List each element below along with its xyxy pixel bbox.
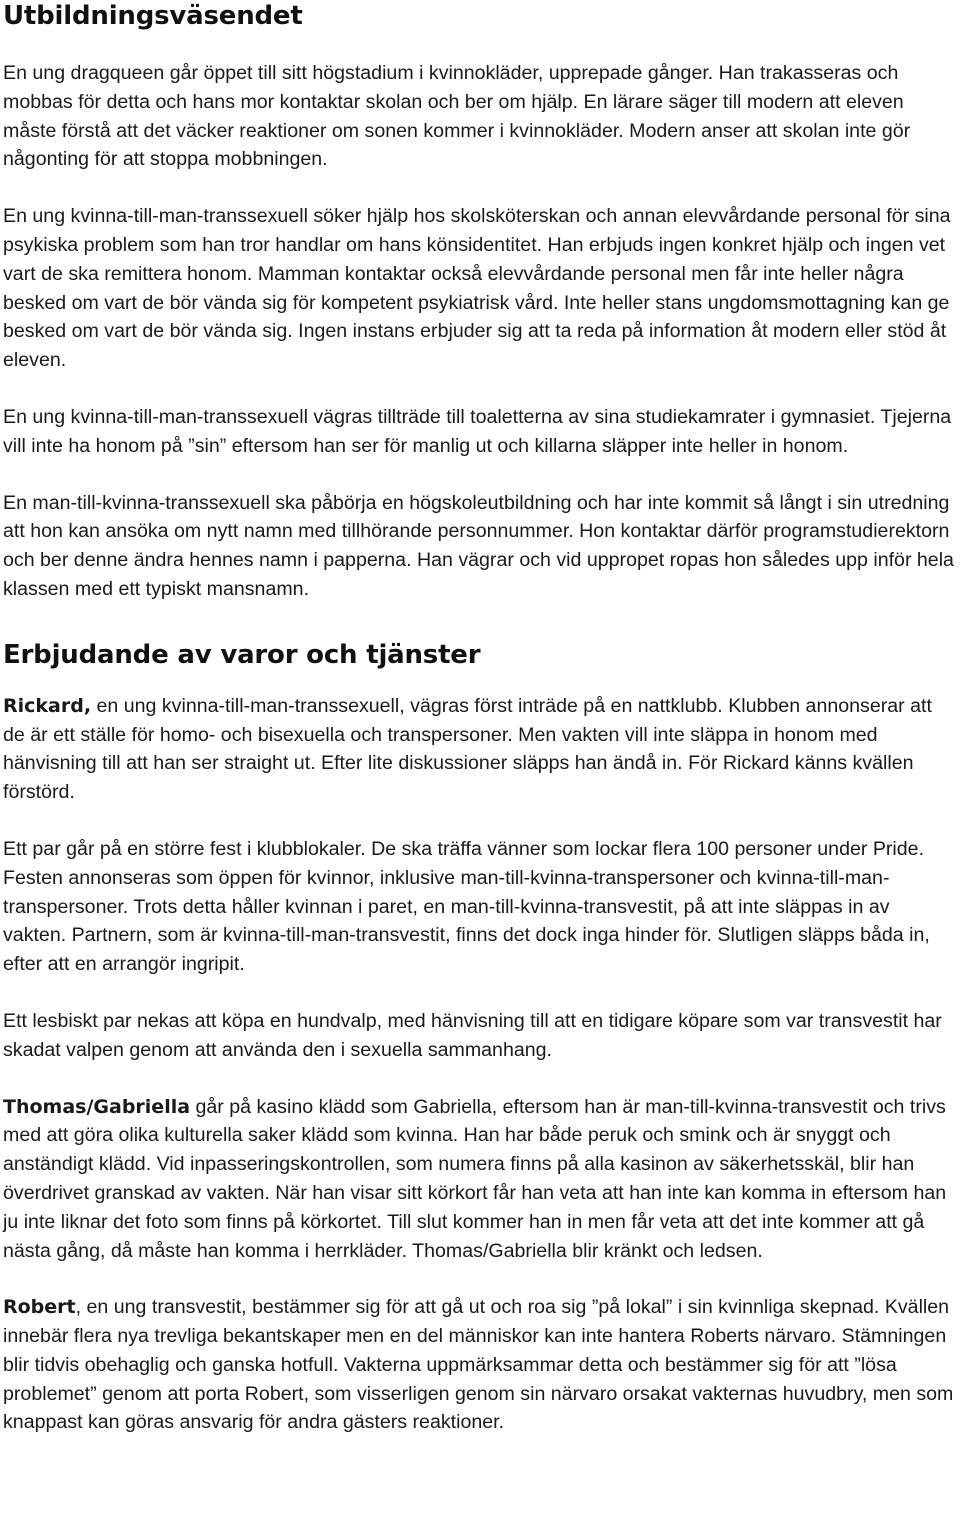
paragraph-party: [3, 835, 957, 979]
paragraph-text: en ung kvinna-till-man-transsexuell, vägras först inträde på en nattklubb. Klubben annonserar att de är ett ställe för homo- och bisexuella och transpersoner. Men vakten vill inte släppa in honom med hänvisning till att han ser straight ut. Efter lite diskussioner släpps han ändå in. För Rickard känns kvällen förstörd.: [3, 694, 932, 804]
paragraph-lead-name: Rickard,: [3, 694, 92, 717]
document-page: [3, 0, 957, 1437]
paragraph-puppy: [3, 1007, 957, 1065]
paragraph-text: , en ung transvestit, bestämmer sig för att gå ut och roa sig ”på lokal” i sin kvinnliga skepnad. Kvällen innebär flera nya trevliga bekantskaper men en del människor kan inte hantera Roberts närvaro. Stämningen blir tidvis obehaglig och ganska hotfull. Vakterna uppmärksammar detta och bestämmer sig för att ”lösa problemet” genom att porta Robert, som visserligen genom sin närvaro orsakat vakternas huvudbry, men som knappast kan göras ansvarig för andra gästers reaktioner.: [3, 1296, 954, 1434]
section-heading-goods-services: Erbjudande av varor och tjänster: [3, 639, 481, 670]
paragraph-robert: [3, 1293, 957, 1437]
paragraph-text: går på kasino klädd som Gabriella, eftersom han är man-till-kvinna-transvestit och trivs med att göra olika kulturella saker klädd som kvinna. Han har både peruk och smink och är snyggt och anständigt klädd. Vid inpasseringskontrollen, som numera finns på alla kasinon av säkerhetsskäl, blir han överdrivet granskad av vakten. När han visar sitt körkort får han veta att han inte kan komma in eftersom han ju inte liknar det foto som finns på körkortet. Till slut kommer han in men får veta att det inte kommer att gå nästa gång, då måste han komma i herrkläder. Thomas/Gabriella blir kränkt och ledsen.: [3, 1095, 947, 1262]
paragraph-lead-name: Robert: [3, 1296, 76, 1319]
paragraph-dragqueen: En ung dragqueen går öppet till sitt högstadium i kvinnokläder, upprepade gånger. Han trakasseras och mobbas för detta och hans mor kontaktar skolan och ber om hjälp. En lärare säger till modern att eleven måste förstå att det väcker reaktioner om sonen kommer i kvinnokläder. Modern anser att skolan inte gör någonting för att stoppa mobbningen.: [3, 62, 911, 171]
paragraph-lead-name: Thomas/Gabriella: [3, 1095, 191, 1118]
paragraph-toilets: En ung kvinna-till-man-transsexuell vägras tillträde till toaletterna av sina studiekamrater i gymnasiet. Tjejerna vill inte ha honom på ”sin” eftersom han ser för manlig ut och killarna släpper inte heller in honom.: [3, 405, 952, 457]
paragraph-thomas-gabriella: [3, 1093, 957, 1266]
paragraph-rickard: [3, 692, 957, 807]
paragraph-school-nurse: En ung kvinna-till-man-transsexuell söker hjälp hos skolsköterskan och annan elevvårdande personal för sina psykiska problem som han tror handlar om hans könsidentitet. Han erbjuds ingen konkret hjälp och ingen vet vart de ska remittera honom. Mamman kontaktar också elevvårdande personal men får inte heller några besked om vart de bör vända sig för kompetent psykiatrisk vård. Inte heller stans ungdomsmottagning kan ge besked om vart de bör vända sig. Ingen instans erbjuder sig att ta reda på information åt modern eller stöd åt eleven.: [3, 205, 951, 372]
paragraph-text: Ett par går på en större fest i klubblokaler. De ska träffa vänner som lockar flera 100 personer under Pride. Festen annonseras som öppen för kvinnor, inklusive man-till-kvinna-transpersoner och kvinna-till-man-transpersoner. Trots detta håller kvinnan i paret, en man-till-kvinna-transvestit, på att inte släppas in av vakten. Partnern, som är kvinna-till-man-transvestit, finns det dock inga hinder för. Slutligen släpps båda in, efter att en arrangör ingripit.: [3, 837, 930, 976]
paragraph-text: Ett lesbiskt par nekas att köpa en hundvalp, med hänvisning till att en tidigare köpare som var transvestit har skadat valpen genom att använda den i sexuella sammanhang.: [3, 1009, 942, 1061]
paragraph-university-name: En man-till-kvinna-transsexuell ska påbörja en högskoleutbildning och har inte kommit så långt i sin utredning att hon kan ansöka om nytt namn med tillhörande personnummer. Hon kontaktar därför programstudierektorn och ber denne ändra hennes namn i papperna. Han vägrar och vid uppropet ropas hon således upp inför hela klassen med ett typiskt mansnamn.: [3, 491, 954, 600]
section-heading-education: Utbildningsväsendet: [3, 1, 303, 31]
